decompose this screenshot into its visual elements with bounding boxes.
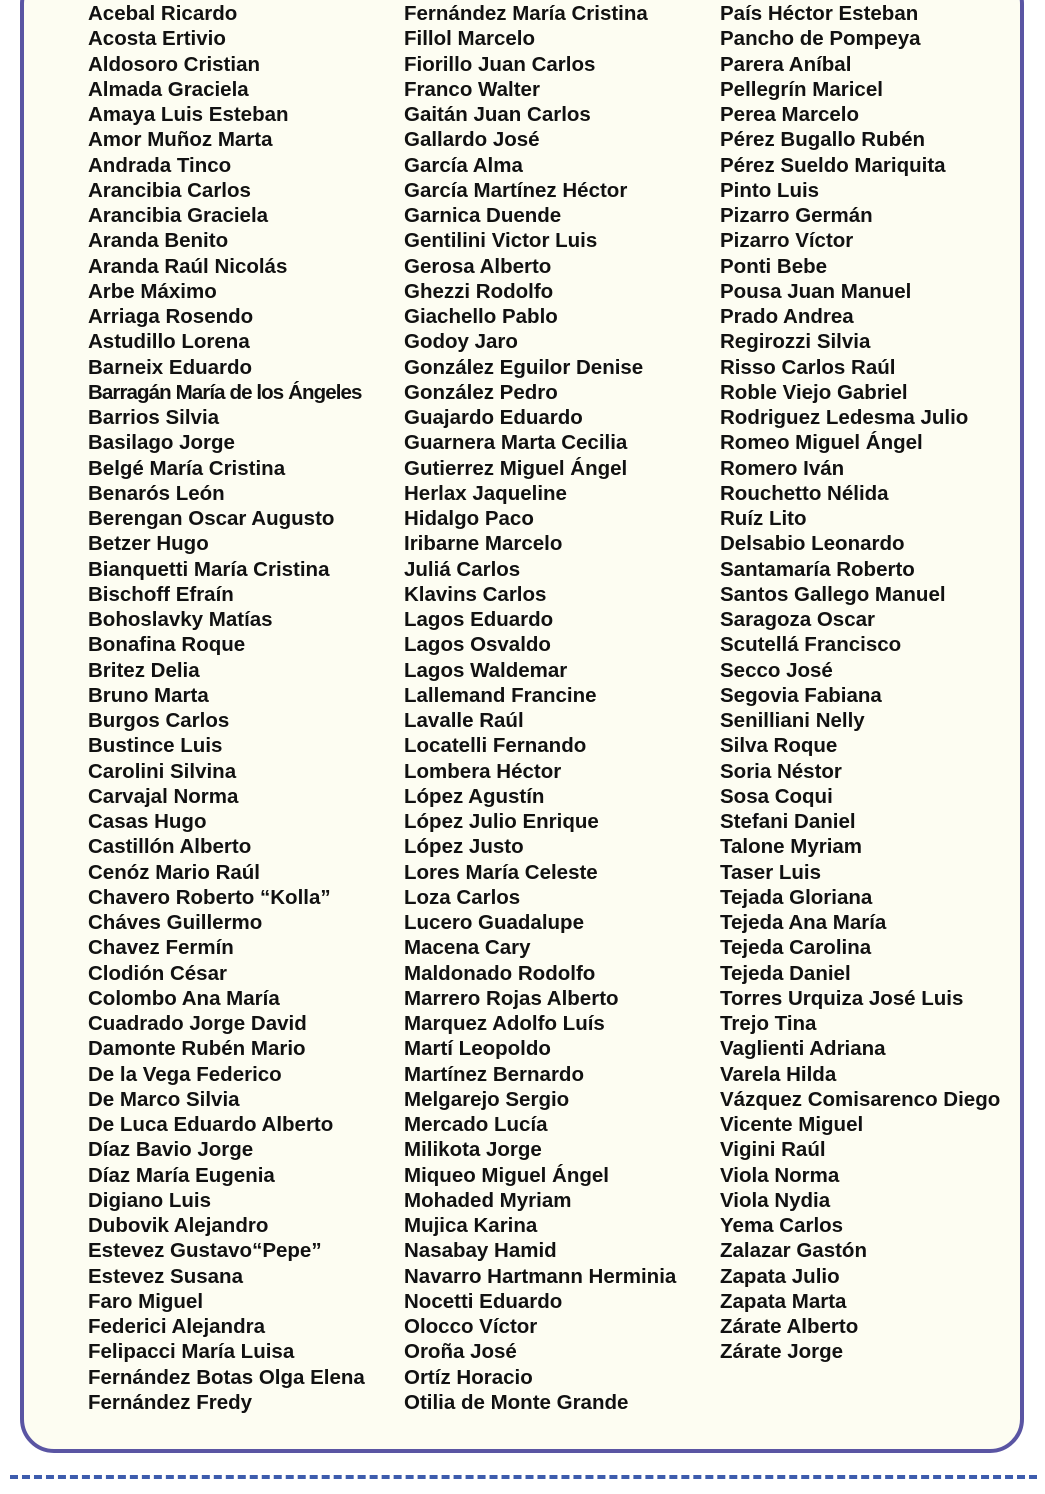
name-entry: López Justo [404, 835, 524, 859]
name-entry: Fernández María Cristina [404, 2, 648, 25]
name-entry: Taser Luis [720, 860, 822, 884]
name-entry: Mohaded Myriam [404, 1188, 572, 1212]
names-panel [20, 0, 1024, 1453]
name-entry: Iribarne Marcelo [404, 532, 563, 556]
name-entry: Lagos Eduardo [404, 608, 554, 631]
name-entry: Franco Walter [404, 77, 540, 101]
name-entry: Burgos Carlos [88, 709, 230, 732]
name-entry: Guarnera Marta Cecilia [404, 431, 628, 455]
name-entry: Saragoza Oscar [720, 608, 875, 631]
name-column-2 [404, 1, 676, 1415]
name-entry: Viola Nydia [720, 1188, 831, 1212]
name-entry: Andrada Tinco [88, 153, 232, 177]
name-entry: De Luca Eduardo Alberto [88, 1113, 334, 1136]
name-entry: Zárate Jorge [720, 1340, 844, 1364]
name-entry: Lagos Waldemar [404, 658, 568, 682]
name-entry: Senilliani Nelly [720, 709, 865, 732]
name-entry: Sosa Coqui [720, 784, 833, 808]
name-entry: López Julio Enrique [404, 810, 599, 833]
name-entry: García Martínez Héctor [404, 178, 628, 202]
name-entry: Vigini Raúl [720, 1138, 826, 1162]
name-entry: Benarós León [88, 481, 225, 505]
name-entry: Risso Carlos Raúl [720, 355, 896, 379]
name-entry: Britez Delia [88, 658, 200, 682]
name-entry: Carolini Silvina [88, 759, 237, 783]
name-entry: Talone Myriam [720, 835, 863, 859]
name-entry: Herlax Jaqueline [404, 481, 567, 505]
name-entry: Cuadrado Jorge David [88, 1012, 307, 1035]
name-entry: Santamaría Roberto [720, 557, 915, 581]
name-entry: Garnica Duende [404, 204, 562, 227]
name-entry: Maldonado Rodolfo [404, 961, 596, 985]
name-entry: Pancho de Pompeya [720, 27, 921, 51]
name-entry: Gaitán Juan Carlos [404, 103, 591, 126]
name-entry: Loza Carlos [404, 885, 521, 909]
name-entry: Prado Andrea [720, 305, 854, 328]
name-entry: Ghezzi Rodolfo [404, 279, 554, 303]
name-entry: Chavez Fermín [88, 936, 234, 960]
name-entry: Cenóz Mario Raúl [88, 860, 260, 884]
name-entry: Astudillo Lorena [88, 330, 250, 354]
name-entry: Acosta Ertivio [88, 27, 226, 51]
name-entry: Vicente Miguel [720, 1113, 864, 1136]
name-entry: Martí Leopoldo [404, 1037, 551, 1061]
name-entry: González Pedro [404, 380, 558, 404]
name-entry: Bischoff Efraín [88, 582, 234, 606]
name-entry: Tejeda Ana María [720, 911, 887, 934]
name-entry: Nasabay Hamid [404, 1239, 557, 1263]
name-entry: Parera Aníbal [720, 52, 852, 76]
name-entry: Basilago Jorge [88, 431, 235, 455]
name-entry: Lucero Guadalupe [404, 911, 584, 934]
name-entry: Gutierrez Miguel Ángel [404, 456, 628, 480]
name-entry: Aranda Raúl Nicolás [88, 254, 288, 278]
name-entry: Bruno Marta [88, 683, 209, 707]
name-entry: Marquez Adolfo Luís [404, 1012, 605, 1035]
name-entry: Arancibia Carlos [88, 178, 251, 202]
name-entry: Gallardo José [404, 128, 540, 152]
name-entry: Amaya Luis Esteban [88, 103, 289, 126]
name-entry: De la Vega Federico [88, 1062, 282, 1086]
name-entry: Hidalgo Paco [404, 507, 534, 530]
name-entry: Bianquetti María Cristina [88, 557, 330, 581]
name-entry: González Eguilor Denise [404, 355, 644, 379]
name-entry: Lombera Héctor [404, 759, 562, 783]
name-column-1 [88, 1, 365, 1415]
name-entry: Berengan Oscar Augusto [88, 507, 335, 530]
name-entry: Navarro Hartmann Herminia [404, 1264, 677, 1288]
name-entry: Viola Norma [720, 1163, 840, 1187]
name-entry: Martínez Bernardo [404, 1062, 584, 1086]
name-entry: Stefani Daniel [720, 810, 856, 833]
name-entry: Lallemand Francine [404, 683, 597, 707]
name-entry: Fernández Fredy [88, 1390, 253, 1414]
name-entry: Acebal Ricardo [88, 2, 238, 25]
name-entry: Oroña José [404, 1340, 517, 1364]
name-entry: Barrios Silvia [88, 406, 220, 429]
name-entry: Regirozzi Silvia [720, 330, 871, 354]
name-entry: Federici Alejandra [88, 1315, 265, 1338]
name-entry: Romeo Miguel Ángel [720, 431, 923, 455]
name-entry: Delsabio Leonardo [720, 532, 905, 556]
name-entry: Amor Muñoz Marta [88, 128, 273, 152]
name-entry: Dubovik Alejandro [88, 1214, 269, 1237]
name-entry: Bonafina Roque [88, 633, 246, 657]
name-entry: Fillol Marcelo [404, 27, 535, 51]
name-entry: Rodriguez Ledesma Julio [720, 406, 969, 429]
name-entry: Ponti Bebe [720, 254, 828, 278]
name-entry: Lavalle Raúl [404, 709, 524, 732]
name-entry: Aldosoro Cristian [88, 52, 260, 76]
name-entry: Arancibia Graciela [88, 204, 269, 227]
name-entry: Casas Hugo [88, 810, 207, 833]
name-entry: Damonte Rubén Mario [88, 1037, 306, 1061]
name-entry: Pizarro Germán [720, 204, 873, 227]
name-entry: Pizarro Víctor [720, 229, 854, 253]
name-entry: Zárate Alberto [720, 1315, 859, 1338]
name-entry: Clodión César [88, 961, 227, 985]
name-entry: Zapata Julio [720, 1264, 840, 1288]
name-entry: Guajardo Eduardo [404, 406, 583, 429]
name-entry: Pellegrín Maricel [720, 77, 883, 101]
name-entry: Miqueo Miguel Ángel [404, 1163, 609, 1187]
name-entry: Mujica Karina [404, 1214, 538, 1237]
name-entry: De Marco Silvia [88, 1087, 240, 1111]
name-entry: Betzer Hugo [88, 532, 209, 556]
name-entry: Cháves Guillermo [88, 911, 263, 934]
name-entry: Perea Marcelo [720, 103, 860, 126]
name-entry: Yema Carlos [720, 1214, 844, 1237]
name-entry: Roble Viejo Gabriel [720, 380, 908, 404]
name-entry: Vázquez Comisarenco Diego [720, 1087, 1001, 1111]
name-entry: Pérez Bugallo Rubén [720, 128, 926, 152]
name-entry: Lores María Celeste [404, 860, 598, 884]
name-entry: Gerosa Alberto [404, 254, 552, 278]
name-entry: Zalazar Gastón [720, 1239, 867, 1263]
name-entry: Santos Gallego Manuel [720, 582, 946, 606]
name-entry: Varela Hilda [720, 1062, 837, 1086]
name-entry: Díaz María Eugenia [88, 1163, 275, 1187]
name-entry: Giachello Pablo [404, 305, 558, 328]
name-entry: Ruíz Lito [720, 507, 807, 530]
name-entry: Segovia Fabiana [720, 683, 882, 707]
name-entry: Faro Miguel [88, 1289, 204, 1313]
dashed-separator [10, 1475, 1037, 1479]
name-entry: Silva Roque [720, 734, 838, 758]
name-entry: Bohoslavky Matías [88, 608, 273, 631]
name-entry: Rouchetto Nélida [720, 481, 889, 505]
name-entry: Godoy Jaro [404, 330, 518, 354]
name-entry: Mercado Lucía [404, 1113, 548, 1136]
name-entry: Torres Urquiza José Luis [720, 986, 964, 1010]
name-entry: Almada Graciela [88, 77, 249, 101]
name-entry: Fiorillo Juan Carlos [404, 52, 596, 76]
name-entry: Secco José [720, 658, 833, 682]
name-entry: Felipacci María Luisa [88, 1340, 295, 1364]
name-entry: Pousa Juan Manuel [720, 279, 912, 303]
name-entry: Gentilini Victor Luis [404, 229, 598, 253]
name-entry: Vaglienti Adriana [720, 1037, 886, 1061]
name-entry: Chavero Roberto “Kolla” [88, 885, 331, 909]
name-entry: Romero Iván [720, 456, 845, 480]
name-entry: Milikota Jorge [404, 1138, 542, 1162]
name-entry: Soria Néstor [720, 759, 842, 783]
name-entry: Olocco Víctor [404, 1315, 538, 1338]
name-entry: Pinto Luis [720, 178, 820, 202]
name-entry: Castillón Alberto [88, 835, 252, 859]
name-entry: Belgé María Cristina [88, 456, 286, 480]
name-column-3 [720, 1, 1000, 1365]
name-entry: Scutellá Francisco [720, 633, 902, 657]
name-entry: Otilia de Monte Grande [404, 1390, 629, 1414]
name-entry: Digiano Luis [88, 1188, 211, 1212]
name-entry: Aranda Benito [88, 229, 229, 253]
name-entry: Barneix Eduardo [88, 355, 253, 379]
name-entry: Carvajal Norma [88, 784, 239, 808]
name-entry: Ortíz Horacio [404, 1365, 533, 1389]
name-entry: País Héctor Esteban [720, 2, 919, 25]
name-entry: Arriaga Rosendo [88, 305, 254, 328]
name-entry: Tejeda Carolina [720, 936, 872, 960]
name-entry: Melgarejo Sergio [404, 1087, 570, 1111]
name-entry: Marrero Rojas Alberto [404, 986, 619, 1010]
name-entry: Bustince Luis [88, 734, 223, 758]
name-entry: Trejo Tina [720, 1012, 817, 1035]
name-entry: Lagos Osvaldo [404, 633, 551, 657]
name-entry: Estevez Susana [88, 1264, 243, 1288]
name-entry: Arbe Máximo [88, 279, 217, 303]
name-entry: Zapata Marta [720, 1289, 847, 1313]
name-entry: Klavins Carlos [404, 582, 547, 606]
name-entry: García Alma [404, 153, 523, 177]
name-entry: Fernández Botas Olga Elena [88, 1365, 365, 1389]
name-entry: Barragán María de los Ángeles [88, 380, 362, 404]
name-entry: Tejeda Daniel [720, 961, 851, 985]
name-entry: Colombo Ana María [88, 986, 280, 1010]
name-entry: Estevez Gustavo“Pepe” [88, 1239, 322, 1263]
name-entry: Nocetti Eduardo [404, 1289, 563, 1313]
name-entry: López Agustín [404, 784, 545, 808]
name-entry: Locatelli Fernando [404, 734, 587, 758]
name-entry: Tejada Gloriana [720, 885, 873, 909]
name-entry: Juliá Carlos [404, 557, 521, 581]
name-entry: Macena Cary [404, 936, 531, 960]
name-entry: Díaz Bavio Jorge [88, 1138, 254, 1162]
name-entry: Pérez Sueldo Mariquita [720, 153, 946, 177]
